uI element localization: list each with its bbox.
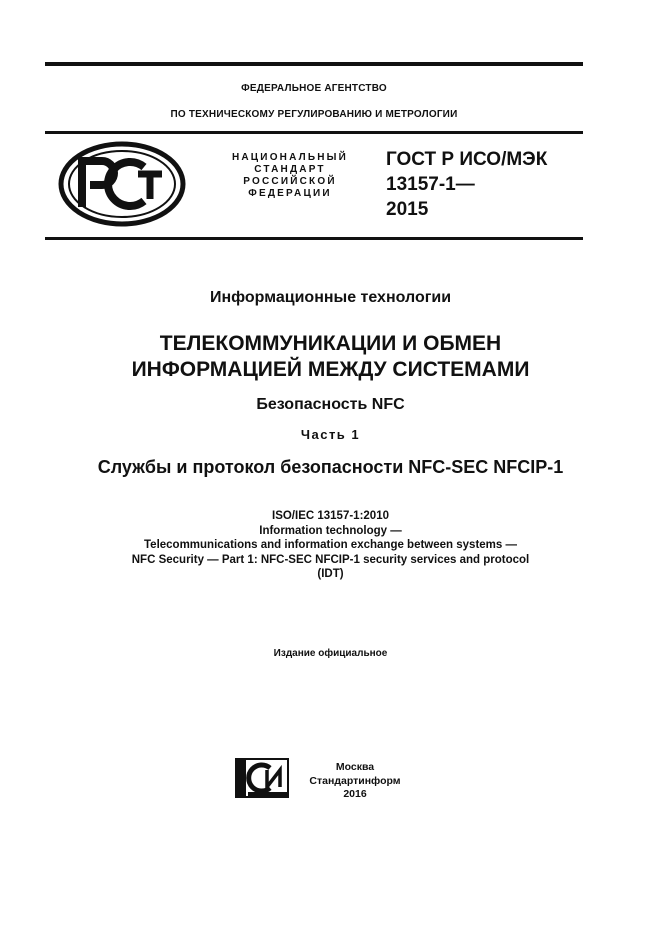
edition-note: Издание официальное bbox=[273, 648, 388, 659]
agency-line-1: ФЕДЕРАЛЬНОЕ АГЕНТСТВО bbox=[241, 83, 387, 94]
standard-designation bbox=[386, 147, 586, 222]
standartinform-logo-icon bbox=[234, 757, 290, 799]
title-line: ИНФОРМАЦИЕЙ МЕЖДУ СИСТЕМАМИ bbox=[131, 358, 530, 381]
standard-label-line: НАЦИОНАЛЬНЫЙ bbox=[231, 152, 349, 163]
standard-label-line: РОССИЙСКОЙ bbox=[243, 176, 337, 187]
standard-label-line: СТАНДАРТ bbox=[254, 164, 326, 175]
part-number: Часть 1 bbox=[300, 427, 361, 442]
iso-reference bbox=[0, 509, 661, 582]
header-bottom-rule bbox=[45, 237, 583, 240]
publisher-year: 2016 bbox=[343, 788, 367, 800]
document-subtitle: Безопасность NFC bbox=[256, 396, 405, 413]
iso-line: ISO/IEC 13157-1:2010 bbox=[272, 510, 389, 522]
designation-line: 2015 bbox=[386, 199, 429, 220]
agency-line-2: ПО ТЕХНИЧЕСКОМУ РЕГУЛИРОВАНИЮ И МЕТРОЛОГИИ bbox=[170, 109, 458, 120]
iso-line: (IDT) bbox=[317, 568, 344, 580]
document-title bbox=[0, 331, 661, 383]
iso-line: Telecommunications and information exchange between systems — bbox=[144, 539, 517, 551]
designation-line: ГОСТ Р ИСО/МЭК bbox=[386, 149, 548, 170]
publisher-name: Стандартинформ bbox=[309, 774, 401, 787]
top-rule bbox=[45, 62, 583, 66]
iso-line: NFC Security — Part 1: NFC-SEC NFCIP-1 security services and protocol bbox=[131, 553, 530, 566]
part-title: Службы и протокол безопасности NFC-SEC NFCIP-1 bbox=[97, 457, 564, 477]
national-standard-label bbox=[220, 152, 360, 200]
designation-line: 13157-1— bbox=[386, 174, 475, 195]
iso-line: Information technology — bbox=[259, 524, 402, 537]
header-rule bbox=[45, 131, 583, 134]
document-subject: Информационные технологии bbox=[209, 289, 452, 306]
publisher-info bbox=[305, 761, 405, 802]
standard-label-line: ФЕДЕРАЦИИ bbox=[248, 188, 332, 199]
title-line: ТЕЛЕКОММУНИКАЦИИ И ОБМЕН bbox=[159, 332, 502, 355]
rst-certification-mark-icon bbox=[58, 141, 186, 227]
publisher-city: Москва bbox=[335, 761, 375, 773]
